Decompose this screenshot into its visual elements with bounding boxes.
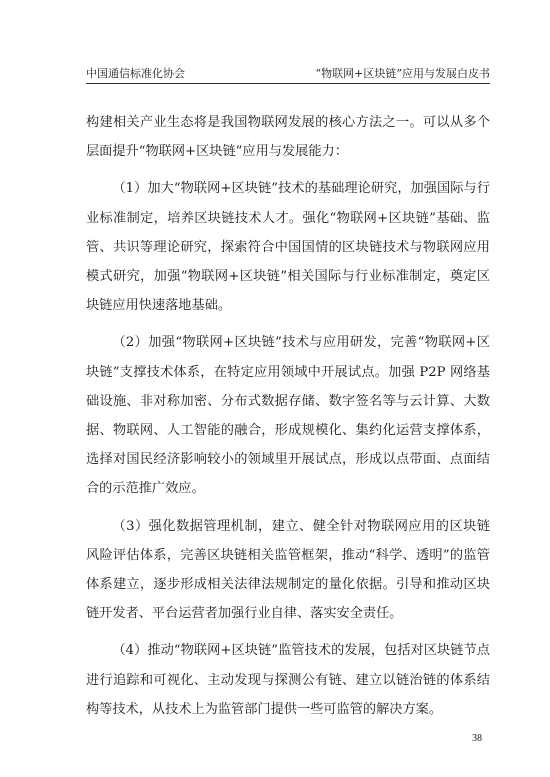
page-number: 38 bbox=[472, 733, 482, 744]
header-organization: 中国通信标准化协会 bbox=[86, 67, 185, 80]
header-document-title: “物联网+区块链”应用与发展白皮书 bbox=[315, 67, 490, 80]
paragraph-item-2: （2）加强“物联网+区块链”技术与应用研发，完善“物联网+区块链”支撑技术体系，在特定应用领域中开展试点。加强 P2P 网络基础设施、非对称加密、分布式数据存储、数字签名等与云计算、大数据、物联网、人工智能的融合，形成规模化、集约化运营支撑体系，选择对国民经济影响较小的领域里开展试点，形成以点带面、点面结合的示范推广效应。 bbox=[86, 335, 490, 497]
paragraph-item-4: （4）推动“物联网+区块链”监管技术的发展，包括对区块链节点进行追踪和可视化、主动发现与探测公有链、建立以链治链的体系结构等技术，从技术上为监管部门提供一些可监管的解决方案。 bbox=[86, 643, 490, 717]
paragraph-item-3: （3）强化数据管理机制，建立、健全针对物联网应用的区块链风险评估体系，完善区块链相关监管框架，推动“科学、透明”的监管体系建立，逐步形成相关法律法规制定的量化依据。引导和推动区块链开发者、平台运营者加强行业自律、落实安全责任。 bbox=[86, 518, 490, 622]
paragraph-item-1: （1）加大“物联网+区块链”技术的基础理论研究，加强国际与行业标准制定，培养区块链技术人才。强化“物联网+区块链”基础、监管、共识等理论研究，探索符合中国国情的区块链技术与物联网应用模式研究，加强“物联网+区块链”相关国际与行业标准制定，奠定区块链应用快速落地基础。 bbox=[86, 181, 490, 314]
document-body bbox=[86, 108, 490, 730]
page-header bbox=[86, 62, 490, 84]
paragraph-intro: 构建相关产业生态将是我国物联网发展的核心方法之一。可以从多个层面提升“物联网+区块链”应用与发展能力： bbox=[86, 115, 490, 160]
